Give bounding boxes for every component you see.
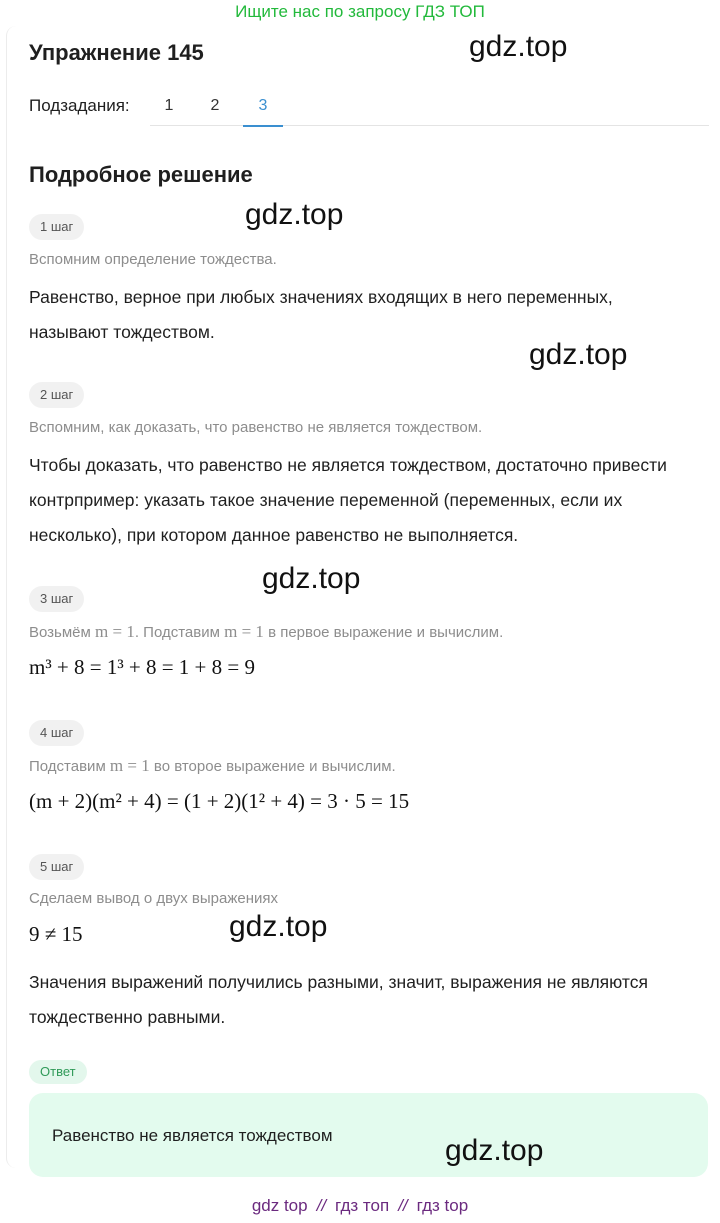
step-text: Значения выражений получились разными, значит, выражения не являются тождественно равными. bbox=[29, 972, 648, 1027]
footer-separator: // bbox=[316, 1196, 327, 1215]
solution-heading: Подробное решение bbox=[29, 162, 253, 187]
footer-link[interactable]: гдз top bbox=[416, 1196, 469, 1215]
step-text: Равенство, верное при любых значениях входящих в него переменных, называют тождеством. bbox=[29, 287, 613, 342]
answer-text: Равенство не является тождеством bbox=[52, 1126, 333, 1145]
watermark: gdz.top bbox=[245, 198, 344, 231]
step-badge: 3 шаг bbox=[29, 586, 84, 612]
hint-text: . Подставим bbox=[134, 624, 225, 641]
answer-badge: Ответ bbox=[29, 1060, 87, 1084]
hint-text: Возьмём bbox=[29, 624, 96, 641]
watermark: gdz.top bbox=[262, 562, 361, 595]
hint-math: m = 1 bbox=[109, 756, 150, 775]
hint-text: во второе выражение и вычислим. bbox=[149, 758, 396, 775]
footer-separator: // bbox=[398, 1196, 408, 1215]
hint-math: m = 1 bbox=[95, 622, 135, 641]
step-formula: (m + 2)(m² + 4) = (1 + 2)(1² + 4) = 3 · 5 = 15 bbox=[29, 789, 410, 813]
step-hint: Вспомним определение тождества. bbox=[29, 251, 277, 268]
watermark: gdz.top bbox=[529, 338, 628, 371]
subtasks-label: Подзадания: bbox=[29, 96, 130, 115]
subtask-tab-2[interactable]: 2 bbox=[210, 97, 220, 114]
promo-banner: Ищите нас по запросу ГДЗ ТОП bbox=[235, 2, 485, 21]
step-hint: Вспомним, как доказать, что равенство не является тождеством. bbox=[29, 419, 483, 436]
step-badge: 2 шаг bbox=[29, 382, 84, 408]
answer-box bbox=[29, 1093, 708, 1177]
watermark: gdz.top bbox=[229, 910, 328, 943]
step-badge: 4 шаг bbox=[29, 720, 84, 746]
watermark: gdz.top bbox=[445, 1134, 544, 1167]
step-text: Чтобы доказать, что равенство не является тождеством, достаточно привести контрпример: указать такое значение переменной (переменных, если их несколько), при котором данное равенство не выполняется. bbox=[29, 455, 667, 545]
step-formula: m³ + 8 = 1³ + 8 = 1 + 8 = 9 bbox=[29, 655, 255, 679]
step-hint bbox=[29, 622, 503, 642]
hint-math: m = 1 bbox=[224, 622, 264, 641]
step-badge: 5 шаг bbox=[29, 854, 84, 880]
footer-link[interactable]: gdz top bbox=[251, 1196, 308, 1215]
footer-links bbox=[0, 1196, 720, 1216]
step-hint: Сделаем вывод о двух выражениях bbox=[29, 890, 278, 907]
subtask-tab-1[interactable]: 1 bbox=[164, 97, 174, 114]
hint-text: в первое выражение и вычислим. bbox=[263, 624, 504, 641]
hint-text: Подставим bbox=[29, 758, 110, 775]
watermark: gdz.top bbox=[469, 30, 568, 63]
step-hint bbox=[29, 756, 396, 776]
subtasks-bar bbox=[29, 86, 709, 126]
footer-link[interactable]: гдз топ bbox=[335, 1196, 390, 1215]
page-title: Упражнение 145 bbox=[29, 40, 204, 65]
subtask-tab-3[interactable]: 3 bbox=[243, 86, 283, 126]
step-badge: 1 шаг bbox=[29, 214, 84, 240]
step-formula: 9 ≠ 15 bbox=[29, 922, 83, 946]
